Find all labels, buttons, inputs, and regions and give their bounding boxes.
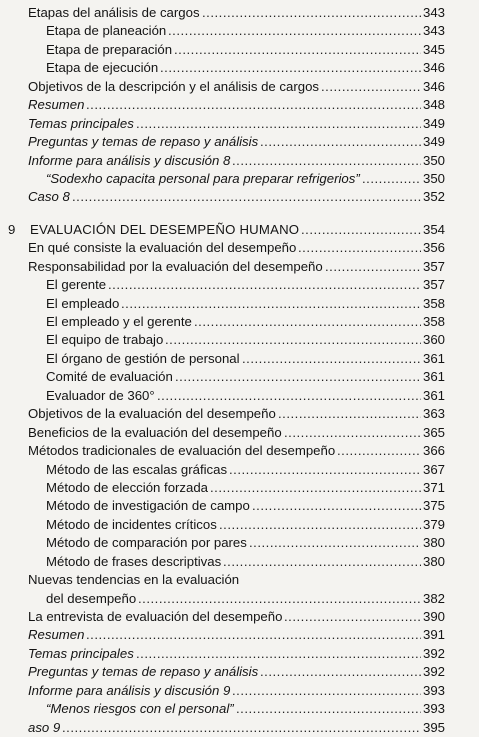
toc-page-number: 354	[422, 221, 445, 237]
dot-leader	[202, 4, 421, 22]
toc-entry-title: del desempeño	[46, 590, 137, 606]
toc-entry[interactable]	[0, 133, 479, 151]
toc-entry[interactable]	[0, 442, 479, 460]
toc-page-number: 349	[422, 134, 445, 150]
toc-entry[interactable]	[0, 258, 479, 276]
toc-page-number: 361	[422, 369, 445, 385]
dot-leader	[301, 221, 421, 239]
toc-entry[interactable]	[0, 4, 479, 22]
dot-leader	[249, 534, 421, 552]
toc-entry[interactable]	[0, 424, 479, 442]
toc-page-number: 346	[422, 78, 445, 94]
toc-entry[interactable]	[0, 152, 479, 170]
dot-leader	[121, 295, 421, 313]
toc-entry-title: En qué consiste la evaluación del desempeño	[28, 240, 297, 256]
toc-entry[interactable]	[0, 295, 479, 313]
dot-leader	[325, 258, 421, 276]
dot-leader	[229, 461, 421, 479]
toc-entry-title: El empleado y el gerente	[46, 314, 192, 329]
dot-leader	[86, 96, 421, 114]
toc-entry-title: Evaluador de 360°	[46, 387, 155, 403]
toc-page-number: 350	[422, 170, 445, 186]
dot-leader	[232, 152, 421, 170]
toc-entry-title: Métodos tradicionales de evaluación del desempeño	[28, 443, 336, 459]
dot-leader	[236, 700, 421, 718]
dot-leader	[160, 59, 421, 77]
toc-entry[interactable]	[0, 78, 479, 96]
toc-entry-title: El órgano de gestión de personal	[46, 350, 240, 366]
dot-leader	[232, 682, 421, 700]
table-of-contents	[0, 4, 479, 737]
toc-page-number: 361	[422, 350, 445, 366]
toc-page-number: 366	[422, 443, 445, 459]
toc-page-number: 343	[422, 5, 445, 20]
toc-entry-title: Método de las escalas gráficas	[46, 461, 228, 477]
toc-entry-title: Método de incidentes críticos	[46, 516, 217, 532]
toc-entry-title: Método de investigación de campo	[46, 498, 250, 514]
toc-page-number: 343	[422, 23, 445, 39]
toc-entry-title: Preguntas y temas de repaso y análisis	[28, 134, 259, 150]
toc-entry[interactable]	[0, 59, 479, 77]
toc-entry-title: Método de comparación por pares	[46, 535, 247, 551]
toc-page-number: 390	[422, 609, 445, 624]
toc-page-number: 361	[422, 387, 445, 403]
toc-entry[interactable]	[0, 553, 479, 571]
toc-page-number: 346	[422, 60, 445, 76]
toc-entry-title: Etapa de planeación	[46, 23, 167, 39]
toc-page-number: 363	[422, 406, 445, 422]
toc-page-number: 380	[422, 553, 445, 569]
toc-page-number: 345	[422, 41, 445, 57]
toc-entry-title: Objetivos de la evaluación del desempeño	[28, 406, 276, 422]
dot-leader	[284, 608, 421, 626]
dot-leader	[194, 313, 421, 331]
toc-page-number: 350	[422, 152, 445, 168]
toc-entry-title: Comité de evaluación	[46, 369, 173, 385]
toc-entry[interactable]	[0, 590, 479, 608]
toc-entry[interactable]	[0, 571, 479, 589]
dot-leader	[260, 663, 421, 681]
dot-leader	[138, 590, 421, 608]
toc-page-number: 348	[422, 97, 445, 113]
toc-entry[interactable]	[0, 534, 479, 552]
toc-entry[interactable]	[0, 350, 479, 368]
toc-entry-title: El empleado	[46, 295, 120, 311]
dot-leader	[175, 368, 421, 386]
toc-entry-title: aso 9	[28, 719, 61, 735]
chapter-spacer	[0, 207, 479, 221]
toc-page-number: 367	[422, 461, 445, 477]
toc-entry[interactable]	[0, 626, 479, 644]
dot-leader	[108, 276, 421, 294]
toc-entry[interactable]	[0, 41, 479, 59]
dot-leader	[242, 350, 421, 368]
toc-page-number: 395	[422, 719, 445, 735]
toc-entry[interactable]	[0, 497, 479, 515]
toc-page-number: 393	[422, 701, 445, 717]
toc-entry-title: Preguntas y temas de repaso y análisis	[28, 664, 259, 680]
toc-entry-title: Etapa de preparación	[46, 41, 173, 57]
dot-leader	[284, 424, 421, 442]
toc-page-number: 356	[422, 240, 445, 256]
toc-entry-title: Resumen	[28, 627, 85, 643]
toc-entry-title: Etapas del análisis de cargos	[28, 5, 200, 20]
toc-page-number: 358	[422, 314, 445, 329]
toc-page-number: 391	[422, 627, 445, 643]
toc-entry[interactable]	[0, 645, 479, 663]
dot-leader	[136, 645, 421, 663]
toc-entry[interactable]	[0, 682, 479, 700]
toc-page-number: 357	[422, 258, 445, 274]
toc-page-number: 365	[422, 424, 445, 440]
toc-entry-title: Resumen	[28, 97, 85, 113]
dot-leader	[136, 115, 421, 133]
toc-page-number: 371	[422, 479, 445, 495]
toc-entry[interactable]	[0, 331, 479, 349]
toc-entry[interactable]	[0, 608, 479, 626]
dot-leader	[298, 239, 421, 257]
dot-leader	[86, 626, 421, 644]
toc-page-number: 393	[422, 682, 445, 698]
toc-entry-title: Método de frases descriptivas	[46, 553, 222, 569]
dot-leader	[362, 170, 421, 188]
dot-leader	[210, 479, 421, 497]
toc-page-number: 352	[422, 189, 445, 205]
toc-entry-title: Etapa de ejecución	[46, 60, 159, 76]
toc-entry[interactable]	[0, 188, 479, 206]
toc-entry[interactable]	[0, 719, 479, 737]
toc-entry[interactable]	[0, 700, 479, 718]
toc-entry[interactable]	[0, 461, 479, 479]
toc-entry-title: Caso 8	[28, 189, 70, 205]
dot-leader	[174, 41, 421, 59]
toc-entry[interactable]	[0, 239, 479, 257]
toc-entry-title: EVALUACIÓN DEL DESEMPEÑO HUMANO	[30, 221, 300, 237]
toc-entry[interactable]	[0, 96, 479, 114]
toc-entry-title: Beneficios de la evaluación del desempeño	[28, 424, 282, 440]
toc-entry-title: Informe para análisis y discusión 8	[28, 152, 231, 168]
toc-entry-title: La entrevista de evaluación del desempeño	[28, 609, 283, 624]
chapter-number: 9	[8, 221, 16, 237]
toc-entry-title: Informe para análisis y discusión 9	[28, 682, 231, 698]
toc-page-number: 392	[422, 645, 445, 661]
toc-page-number: 360	[422, 332, 445, 348]
toc-entry-title: Temas principales	[28, 645, 134, 661]
toc-page-number: 375	[422, 498, 445, 514]
toc-page-number: 380	[422, 535, 445, 551]
toc-entry[interactable]	[0, 115, 479, 133]
dot-leader	[72, 188, 421, 206]
toc-page-number: 349	[422, 115, 445, 131]
dot-leader	[219, 516, 421, 534]
toc-entry-title: El equipo de trabajo	[46, 332, 164, 348]
toc-entry[interactable]	[0, 387, 479, 405]
dot-leader	[278, 405, 421, 423]
toc-entry[interactable]	[0, 663, 479, 681]
toc-entry-title: Responsabilidad por la evaluación del desempeño	[28, 258, 323, 274]
toc-entry-title: Nuevas tendencias en la evaluación	[28, 572, 240, 588]
toc-entry[interactable]	[0, 22, 479, 40]
toc-page-number: 357	[422, 277, 445, 293]
toc-entry-title: El gerente	[46, 277, 107, 293]
toc-entry-title: “Menos riesgos con el personal”	[46, 701, 234, 717]
toc-entry[interactable]	[0, 368, 479, 386]
toc-entry[interactable]	[0, 170, 479, 188]
toc-page-number: 379	[422, 516, 445, 532]
toc-entry[interactable]	[0, 479, 479, 497]
chapter-heading[interactable]	[0, 221, 479, 239]
toc-entry-title: Objetivos de la descripción y el análisis de cargos	[28, 78, 320, 94]
toc-entry[interactable]	[0, 313, 479, 331]
dot-leader	[321, 78, 421, 96]
toc-entry[interactable]	[0, 276, 479, 294]
toc-entry[interactable]	[0, 405, 479, 423]
toc-entry-title: Método de elección forzada	[46, 479, 209, 495]
dot-leader	[223, 553, 421, 571]
toc-page-number: 358	[422, 295, 445, 311]
toc-entry-title: Temas principales	[28, 115, 134, 131]
dot-leader	[168, 22, 421, 40]
dot-leader	[165, 331, 421, 349]
dot-leader	[62, 719, 421, 737]
dot-leader	[260, 133, 421, 151]
toc-entry-title: “Sodexho capacita personal para preparar refrigerios”	[46, 170, 360, 186]
toc-page-number: 392	[422, 664, 445, 680]
toc-entry[interactable]	[0, 516, 479, 534]
toc-page-number: 382	[422, 590, 445, 606]
dot-leader	[337, 442, 421, 460]
dot-leader	[252, 497, 421, 515]
dot-leader	[157, 387, 421, 405]
